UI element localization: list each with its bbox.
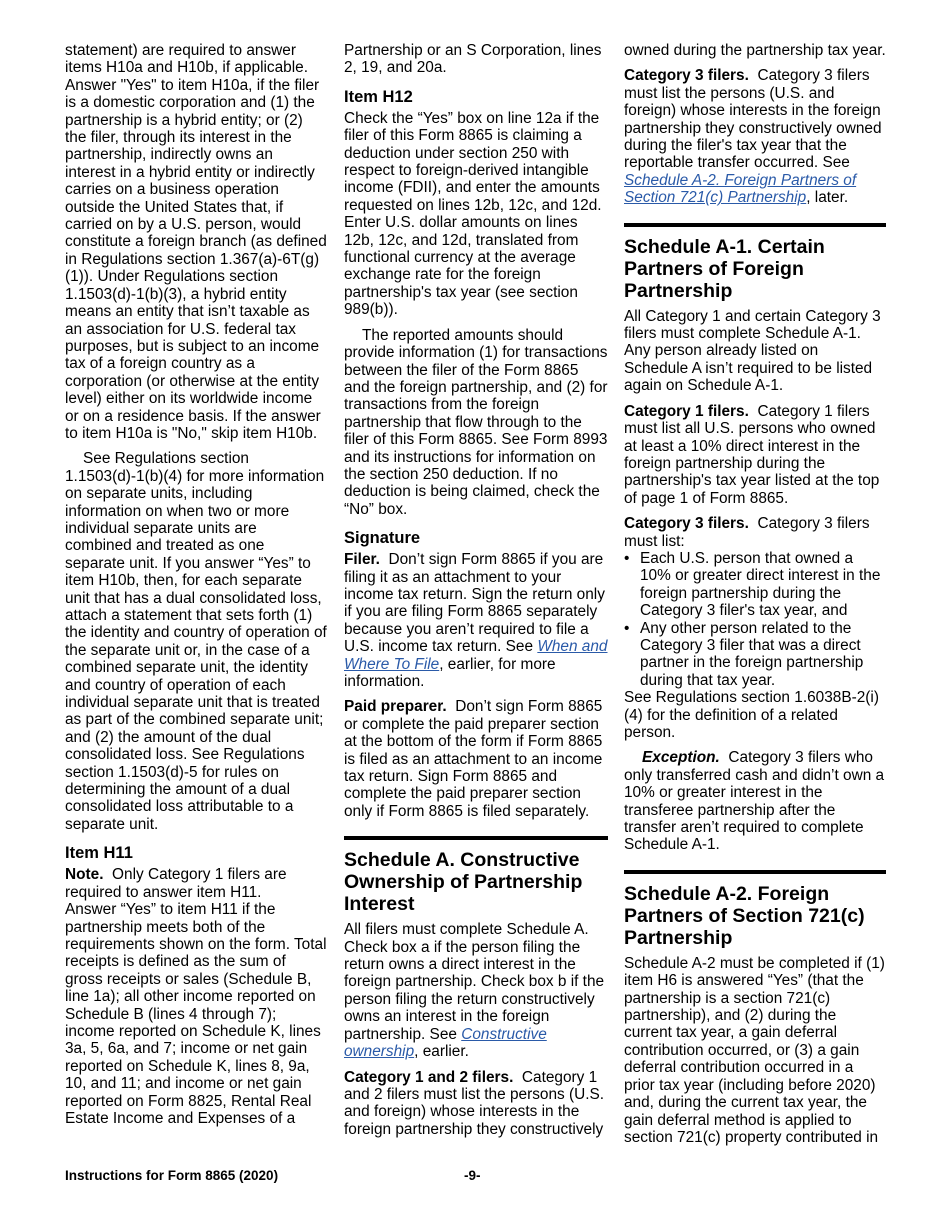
filer-text-after: , earlier, for more information. [344,655,556,690]
link-constructive-ownership[interactable]: Constructive ownership [344,1025,547,1061]
heading-schedule-a: Schedule A. Constructive Ownership of Partnership Interest [344,836,608,915]
paragraph-h12: Check the “Yes” box on line 12a if the filer of this Form 8865 is claiming a deduction under section 250 with respect to foreign-derived intangible income (FDII), and enter the amounts requested on lines 12b, 12c, and 12d. Enter U.S. dollar amounts on lines 12b, 12c, and 12d, translated from functional currency at the average exchange rate for the foreign partnership's tax year (see section 989(b)). [344,109,602,319]
paragraph-category-3 [624,67,886,206]
paragraph-schedule-a [344,921,608,1060]
paragraph-category-3-list [624,515,886,550]
paragraph-filer [344,551,608,690]
note-paragraph [65,866,327,901]
category-1-label: Category 1 filers. [624,402,749,420]
schedule-a-text-after: , earlier. [414,1043,469,1061]
category-3-text-after: , later. [806,189,849,207]
paragraph-form8825-cont: Partnership or an S Corporation, lines 2, 19, and 20a. [344,42,602,77]
paid-preparer-label: Paid preparer. [344,698,447,716]
paragraph-schedule-a1: All Category 1 and certain Category 3 filers must complete Schedule A-1. Any person already listed on Schedule A isn’t required to be listed again on Schedule A-1. [624,307,881,395]
paragraph-owned-during: owned during the partnership tax year. [624,42,886,59]
paragraph-paid-preparer [344,698,608,820]
paragraph-category-1-2 [344,1069,608,1139]
footer-document-title: Instructions for Form 8865 (2020) [65,1168,279,1183]
link-when-and-where-to-file[interactable]: When and Where To File [344,638,608,673]
filer-text: Don’t sign Form 8865 if you are filing it as an attachment to your income tax return. Sign the return only if you are filing Form 8865 separately because you aren’t required to file a U.S. income tax return. See [344,551,605,656]
category-3-text: Category 3 filers must list the persons (U.S. and foreign) whose interests in the foreign partnership they constructively owned during the filer's tax year that the reportable transfer occurred. See [624,67,882,172]
category-1-text: Category 1 filers must list all U.S. persons who owned at least a 10% direct interest in the foreign partnership during the partnership's tax year listed at the top of page 1 of Form 8865. [624,402,880,507]
paragraph-h10-continued: statement) are required to answer items H10a and H10b, if applicable. Answer "Yes" to item H10a, if the filer is a domestic corporation and (1) the partnership is a hybrid entity; or (2) the filer, through its interest in the partnership, indirectly owns an interest in a hybrid entity or indirectly carries on a business operation outside the United States that, if carried on by a U.S. person, would constitute a foreign branch (as defined in Regulations section 1.367(a)-6T(g)(1)). Under Regulations section 1.1503(d)-1(b)(3), a hybrid entity means an entity that isn’t taxable as an association for U.S. federal tax purposes, but is subject to an income tax of a foreign country as a corporation (or otherwise at the entity level) either on its worldwide income or on a residence basis. If the answer to item H10a is "No," skip item H10b. [65,42,327,442]
heading-signature: Signature [344,529,421,548]
column-3 [624,42,886,1154]
paragraph-schedule-a2: Schedule A-2 must be completed if (1) item H6 is answered “Yes” (that the partnership is a section 721(c) partnership), and (2) during the current tax year, a gain deferral contribution occurred, or (3) a gain deferral contribution occurred in a prior tax year (including before 2020) and, during the current tax year, the gain deferral method is applied to section 721(c) property contributed in [624,954,885,1146]
category-1-2-text: Category 1 and 2 filers must list the persons (U.S. and foreign) whose interests in the foreign partnership they constructively [344,1068,605,1138]
paragraph-reported-amounts: The reported amounts should provide information (1) for transactions between the filer of the Form 8865 and the foreign partnership, and (2) for transactions from the foreign partnership that flow through to the filer of this Form 8865. See Form 8993 and its instructions for information on the section 250 deduction. If no deduction is being claimed, check the “No” box. [344,326,608,518]
exception-text: Category 3 filers who only transferred cash and didn’t own a 10% or greater interest in the transferee partnership after the transfer aren’t required to complete Schedule A-1. [624,749,885,854]
paragraph-h11-answer: Answer “Yes” to item H11 if the partnership meets both of the requirements shown on the form. Total receipts is defined as the sum of gross receipts or sales (Schedule B, line 1a); all other income reported on Schedule B (lines 4 through 7); income reported on Schedule K, lines 3a, 5, 6a, and 7; income or net gain reported on Schedule K, lines 8, 9a, 10, and 11; and income or net gain reported on Form 8825, Rental Real Estate Income and Expenses of a [65,901,327,1127]
category-3-label: Category 3 filers. [624,67,749,85]
category-3-list-label: Category 3 filers. [624,515,749,533]
heading-item-h12: Item H12 [344,87,413,106]
category-3-list-text: Category 3 filers must list: [624,515,870,550]
paragraph-related-person: See Regulations section 1.6038B-2(i)(4) for the definition of a related person. [624,689,879,741]
category-1-2-label: Category 1 and 2 filers. [344,1068,514,1086]
paid-preparer-text: Don’t sign Form 8865 or complete the paid preparer section at the bottom of the form if Form 8865 is filed as an attachment to an income tax return. Sign Form 8865 and complete the paid preparer section only if Form 8865 is filed separately. [344,698,603,820]
paragraph-separate-units: See Regulations section 1.1503(d)-1(b)(4) for more information on separate units, including information on when two or more individual separate units are combined and treated as one separate unit. If you answer “Yes” to item H10b, then, for each separate unit that has a dual consolidated loss, attach a statement that sets forth (1) the identity and country of operation of the separate unit or, in the case of a combined separate unit, the identity and country of operation of each individual separate unit that is treated as part of the combined separate unit; and (2) the amount of the dual consolidated loss. See Regulations section 1.1503(d)-5 for rules on determining the amount of a dual consolidated loss attributable to a separate unit. [65,450,327,833]
link-schedule-a2[interactable]: Schedule A-2. Foreign Partners of Section 721(c) Partnership [624,171,857,207]
column-2 [344,42,608,1146]
list-item: • Any other person related to the Category 3 filer that was a direct partner in the foreign partnership during that tax year. [624,620,886,690]
page-number: -9- [464,1168,481,1183]
list-item: • Each U.S. person that owned a 10% or greater direct interest in the foreign partnership during the Category 3 filer's tax year, and [624,550,886,620]
note-text: Only Category 1 filers are required to answer item H11. [65,866,287,901]
exception-label: Exception. [642,749,720,767]
heading-item-h11: Item H11 [65,844,133,863]
paragraph-category-1 [624,403,886,507]
heading-schedule-a2: Schedule A-2. Foreign Partners of Section 721(c) Partnership [624,870,886,949]
schedule-a-text: All filers must complete Schedule A. Check box a if the person filing the return owns a direct interest in the foreign partnership. Check box b if the person filing the return constructively owns an interest in the foreign partnership. See [344,921,605,1043]
paragraph-exception [624,749,886,853]
note-label: Note. [65,866,104,884]
filer-label: Filer. [344,551,380,569]
heading-schedule-a1: Schedule A-1. Certain Partners of Foreign Partnership [624,223,886,302]
column-1 [65,42,327,1135]
